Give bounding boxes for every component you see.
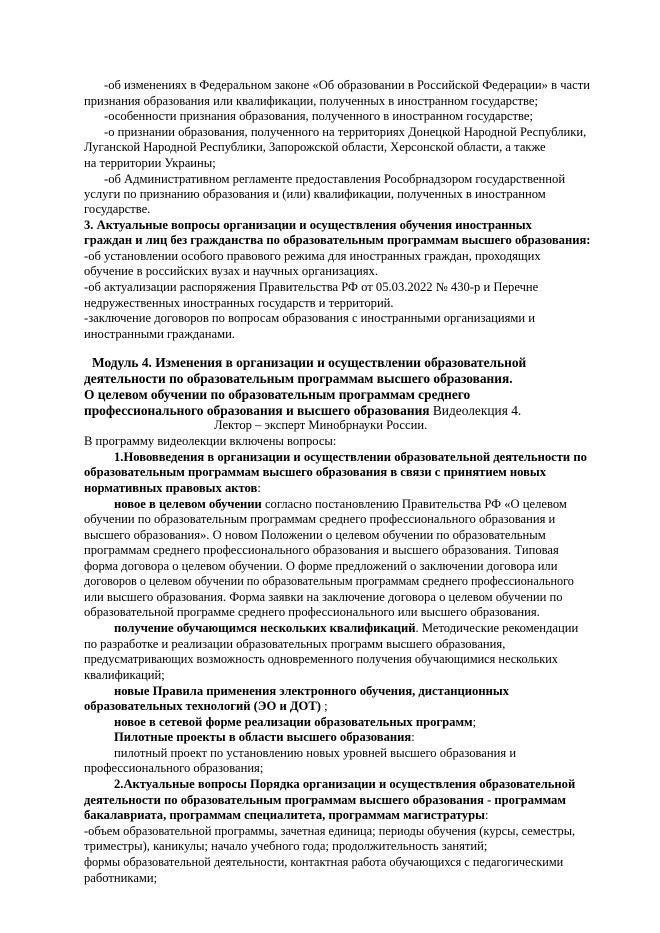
bold-phrase: образовательных технологий (ЭО и ДОТ): [84, 699, 321, 713]
bold-phrase: новое в целевом обучении: [114, 497, 262, 511]
text-line: договоров о целевом обучении по образовательным программам среднего профессионального: [84, 574, 574, 588]
text-line: -об изменениях в Федеральном законе «Об образовании в Российской Федерации» в части: [104, 78, 590, 92]
text-line: -об Административном регламенте предоставления Рособрнадзором государственной: [104, 172, 566, 186]
text-line: [114, 715, 476, 730]
item-heading: деятельности по образовательным программам высшего образования - программам: [84, 793, 566, 807]
bold-line: новые Правила применения электронного обучения, дистанционных: [114, 684, 509, 698]
section-heading: 3. Актуальные вопросы организации и осуществления обучения иностранных: [84, 218, 532, 232]
text-line: или высшего образования. Форма заявки на заключение договора о целевом обучении по: [84, 590, 563, 604]
text-rest: :: [411, 730, 415, 744]
text-line: квалификаций;: [84, 668, 165, 682]
text-line: -о признании образования, полученного на территориях Донецкой Народной Республики,: [104, 125, 587, 139]
module-title: [84, 403, 521, 418]
text-line: услуги по признанию образования и (или) квалификации, полученных в иностранном: [84, 187, 546, 201]
module-title: Модуль 4. Изменения в организации и осуществлении образовательной: [92, 355, 527, 370]
text-line: предусматривающих возможность одновременного получения обучающимися нескольких: [84, 652, 558, 666]
text-line: форма договора о целевом обучении. О форме предложений о заключении договора или: [84, 559, 558, 573]
text-line: работниками;: [84, 871, 158, 885]
item-heading: образовательным программам высшего образования в связи с принятием новых: [84, 465, 547, 479]
item-heading: [84, 481, 261, 496]
text-line: недружественных иностранных государств и территорий.: [84, 296, 394, 310]
text-line: -объем образовательной программы, зачетная единица; периоды обучения (курсы, семестры,: [84, 824, 576, 838]
text-line: [114, 497, 567, 512]
item-heading: 2.Актуальные вопросы Порядка организации и осуществления образовательной: [114, 777, 576, 791]
bold-phrase: новое в сетевой форме реализации образовательных программ: [114, 715, 473, 729]
item-heading: [84, 808, 488, 823]
text-line: по разработке и реализации образовательных программ высшего образования,: [84, 637, 506, 651]
text-line: программам среднего профессионального образования и высшего образования. Типовая: [84, 543, 559, 557]
text-line: на территории Украины;: [84, 156, 216, 170]
module-title: деятельности по образовательным программам высшего образования.: [84, 371, 513, 386]
text-line: [114, 730, 415, 745]
text-line: обучение в российских вузах и научных организациях.: [84, 264, 379, 278]
bold-phrase: получение обучающимся нескольких квалификаций: [114, 621, 416, 635]
bold-phrase: Пилотные проекты в области высшего образования: [114, 730, 412, 744]
item-heading-bold: бакалавриата, программам специалитета, программам магистратуры: [84, 808, 485, 822]
text-line: -об актуализации распоряжения Правительства РФ от 05.03.2022 № 430-р и Перечне: [84, 280, 539, 294]
module-title-bold: профессионального образования и высшего образования: [84, 403, 430, 418]
text-rest: . Методические рекомендации: [415, 621, 579, 635]
section-heading: граждан и лиц без гражданства по образовательным программам высшего образования:: [84, 233, 591, 247]
text-line: триместры), каникулы; начало учебного года; продолжительность занятий;: [84, 839, 488, 853]
text-line: обучении по образовательным программам среднего профессионального образования и: [84, 512, 556, 526]
text-line: В программу видеолекции включены вопросы:: [84, 434, 337, 448]
text-line: [114, 621, 578, 636]
text-line: пилотный проект по установлению новых уровней высшего образования и: [114, 746, 517, 760]
text-line: высшего образования». О новом Положении о целевом обучении по образовательным: [84, 528, 546, 542]
text-line: образовательной программе среднего профессионального или высшего образования.: [84, 605, 540, 619]
text-rest: ;: [472, 715, 477, 729]
item-heading-rest: :: [484, 808, 489, 822]
text-line: [84, 699, 328, 714]
text-line: профессионального образования;: [84, 761, 264, 775]
text-line: -об установлении особого правового режима для иностранных граждан, проходящих: [84, 249, 541, 263]
text-line: иностранными гражданами.: [84, 327, 235, 341]
item-heading: 1.Нововведения в организации и осуществлении образовательной деятельности по: [114, 450, 587, 464]
text-line: -особенности признания образования, полученного в иностранном государстве;: [104, 109, 533, 123]
text-line: Луганской Народной Республики, Запорожской области, Херсонской области, а также: [84, 140, 546, 154]
text-line: формы образовательной деятельности, контактная работа обучающихся с педагогическими: [84, 855, 564, 869]
item-heading-rest: :: [257, 481, 261, 495]
text-line: государстве.: [84, 202, 151, 216]
text-line: -заключение договоров по вопросам образования с иностранными организациями и: [84, 311, 535, 325]
lecturer-line: Лектор – эксперт Минобрнауки России.: [214, 418, 428, 432]
text-rest: ;: [320, 699, 328, 713]
module-title: О целевом обучении по образовательным программам среднего: [84, 387, 471, 402]
module-title-rest: Видеолекция 4.: [429, 403, 522, 418]
text-line: признания образования или квалификации, полученных в иностранном государстве;: [84, 94, 539, 108]
text-rest: согласно постановлению Правительства РФ «О целевом: [261, 497, 567, 511]
item-heading-bold: нормативных правовых актов: [84, 481, 258, 495]
